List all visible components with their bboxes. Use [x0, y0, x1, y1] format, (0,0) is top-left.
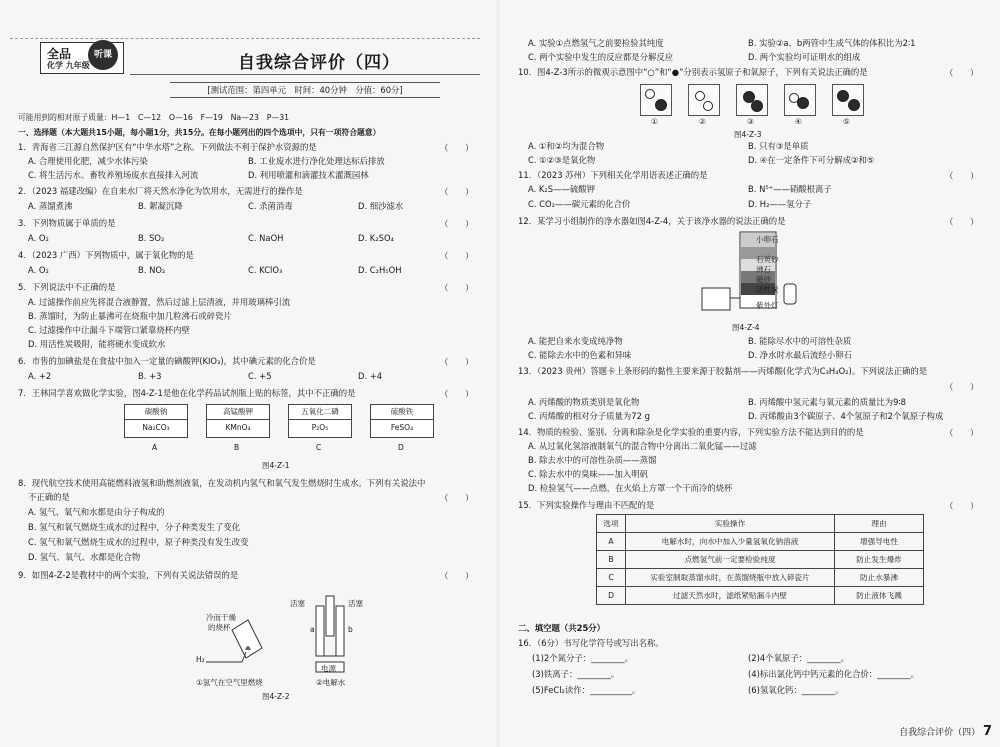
answer-blank[interactable]: （ ）	[440, 283, 474, 293]
option: B. 工业废水进行净化处理达标后排放	[248, 156, 385, 166]
option: D. C₂H₅OH	[358, 265, 402, 275]
table-cell: 点燃氢气前一定要检验纯度	[626, 551, 835, 569]
left-page	[0, 0, 496, 747]
molecule-index: ①	[651, 117, 658, 126]
molecule-index: ⑤	[843, 117, 850, 126]
option: B. 氢气和氧气燃烧生成水的过程中，分子种类发生了变化	[28, 522, 241, 532]
reagent-label-d	[370, 404, 434, 438]
title-rule	[130, 74, 480, 75]
label-letter: C	[316, 443, 322, 452]
table-cell: 实验室制取蒸馏水时，在蒸馏烧瓶中放入碎瓷片	[626, 569, 835, 587]
table-cell: 过滤天然水时，滤纸紧贴漏斗内壁	[626, 587, 835, 605]
reagent-label-c	[288, 404, 352, 438]
figure-caption: 图4-Z-2	[262, 692, 290, 701]
question-6: 6．市售的加碘盐是在食盐中加入一定量的碘酸钾(KIO₃)，其中碘元素的化合价是	[18, 356, 316, 366]
answer-blank[interactable]: （ ）	[440, 251, 474, 261]
fill-item[interactable]: (4)标出氯化钙中钙元素的化合价：________。	[748, 669, 919, 679]
option: D. 氢气、氧气、水都是化合物	[28, 552, 141, 562]
fill-item[interactable]: (1)2个氮分子：________。	[532, 653, 633, 663]
beaker-label: 的烧杯	[208, 623, 231, 632]
option: A. ①和②均为混合物	[528, 141, 605, 151]
fill-item[interactable]: (5)FeCl₂读作：__________。	[532, 685, 641, 695]
option: C. KClO₃	[248, 265, 283, 275]
h-atom	[695, 91, 705, 101]
question-15: 15．下列实验操作与理由不匹配的是	[518, 500, 655, 510]
o-atom	[655, 99, 667, 111]
header-cell: 实验操作	[626, 515, 835, 533]
stopcock-label: 活塞	[348, 599, 363, 608]
reagent-name: 五氧化二磷	[289, 405, 351, 420]
label-letter: A	[152, 443, 158, 452]
question-2: 2．（2023 福建改编）在自来水厂将天然水净化为饮用水，无需进行的操作是	[18, 186, 303, 196]
option: B. NO₂	[138, 265, 166, 275]
question-3: 3．下列物质属于单质的是	[18, 218, 116, 228]
option: B. 实验②a、b两管中生成气体的体积比为2∶1	[748, 38, 916, 48]
answer-blank[interactable]: （ ）	[945, 428, 979, 438]
reagent-label-a	[124, 404, 188, 438]
question-5: 5．下列说法中不正确的是	[18, 282, 116, 292]
question-4: 4．（2023 广西）下列物质中，属于氧化物的是	[18, 250, 194, 260]
water-purifier-figure	[700, 228, 810, 320]
page-number: 7	[982, 724, 992, 739]
fill-item[interactable]: (6)氢氧化钙：________。	[748, 685, 844, 695]
option: D. 净水时水最后流经小卵石	[748, 350, 852, 360]
molecule-box	[688, 84, 720, 116]
layer-label: 沸石	[756, 265, 771, 274]
footer-title: 自我综合评价（四）	[899, 728, 981, 738]
label-letter: D	[398, 443, 404, 452]
option: A. +2	[28, 371, 52, 381]
beaker-label: 冷而干燥	[206, 613, 236, 622]
option: B. 丙烯酸中氢元素与氧元素的质量比为9∶8	[748, 397, 906, 407]
option: C. +5	[248, 371, 272, 381]
option: C. 过滤操作中让漏斗下端管口紧靠烧杯内壁	[28, 325, 190, 335]
table-cell: 防止液体飞溅	[835, 587, 924, 605]
tube-a-label: a	[310, 625, 315, 634]
page-footer	[899, 724, 992, 739]
fill-item[interactable]: (3)铁离子：________。	[532, 669, 620, 679]
option: A. 过滤操作前应先将混合液静置，然后过滤上层清液，并用玻璃棒引流	[28, 297, 291, 307]
question-9: 9．如图4-Z-2是教材中的两个实验，下列有关说法错误的是	[18, 570, 239, 580]
table-row	[597, 587, 924, 605]
layer-label: 活性炭	[756, 285, 779, 294]
right-page	[500, 0, 1000, 747]
answer-blank[interactable]: （ ）	[440, 143, 474, 153]
option: C. 能除去水中的色素和异味	[528, 350, 632, 360]
molecule-box	[736, 84, 768, 116]
option: D. 检验氢气——点燃，在火焰上方罩一个干而冷的烧杯	[528, 483, 733, 493]
reagent-formula: KMnO₄	[225, 423, 251, 432]
option: D. ④在一定条件下可分解成②和⑤	[748, 155, 875, 165]
option: A. 从过氧化氢溶液制氧气的混合物中分离出二氧化锰——过滤	[528, 441, 757, 451]
label-letter: B	[234, 443, 240, 452]
option: A. O₂	[28, 233, 49, 243]
page-title: 自我综合评价（四）	[238, 53, 400, 73]
option: B. 能除尽水中的可溶性杂质	[748, 336, 852, 346]
table-row	[597, 569, 924, 587]
option: B. SO₂	[138, 233, 165, 243]
layer-label: 石英砂	[756, 255, 779, 264]
option: D. 两个实验均可证明水的组成	[748, 52, 861, 62]
figure-caption: 图4-Z-3	[734, 130, 762, 139]
molecule-index: ③	[747, 117, 754, 126]
reagent-name: 高锰酸钾	[207, 405, 269, 420]
layer-label: 磁砂	[756, 275, 771, 284]
divider	[10, 38, 480, 39]
table-row	[597, 551, 924, 569]
answer-blank[interactable]: （ ）	[440, 219, 474, 229]
option: B. N⁵⁺——硝酸根离子	[748, 184, 832, 194]
header-cell: 选项	[597, 515, 626, 533]
option: D. 丙烯酸由3个碳原子、4个氢原子和2个氧原子构成	[748, 411, 944, 421]
answer-blank[interactable]: （ ）	[440, 571, 474, 581]
table-cell: 防止发生爆炸	[835, 551, 924, 569]
test-scope: [测试范围：第四单元 时间：40分钟 分值：60分]	[170, 82, 440, 98]
option: D. H₂——氢分子	[748, 199, 812, 209]
answer-blank[interactable]: （ ）	[440, 389, 474, 399]
table-row	[597, 533, 924, 551]
o-atom	[848, 99, 860, 111]
option: C. NaOH	[248, 233, 284, 243]
h-atom	[645, 89, 655, 99]
reagent-name: 碳酸钠	[125, 405, 187, 420]
figure-subcaption: ①氢气在空气里燃烧	[196, 678, 263, 687]
molecule-index: ②	[699, 117, 706, 126]
reagent-name: 硫酸铁	[371, 405, 433, 420]
table-header	[597, 515, 924, 533]
fill-item[interactable]: (2)4个氧原子：________。	[748, 653, 849, 663]
option: A. K₂S——硫酸钾	[528, 184, 595, 194]
stopcock-label: 活塞	[290, 599, 305, 608]
option: B. 只有③是单质	[748, 141, 809, 151]
option: D. +4	[358, 371, 383, 381]
h2-label: H₂	[196, 655, 205, 664]
answer-blank[interactable]: （ ）	[945, 217, 979, 227]
option: C. ①②③是氧化物	[528, 155, 596, 165]
option: A. 丙烯酸的物质类别是氧化物	[528, 397, 640, 407]
option: C. 除去水中的臭味——加入明矾	[528, 469, 649, 479]
molecule-box	[832, 84, 864, 116]
answer-blank[interactable]: （ ）	[945, 68, 979, 78]
option: A. 实验①点燃氢气之前要检验其纯度	[528, 38, 664, 48]
answer-blank[interactable]: （ ）	[945, 171, 979, 181]
option: A. 氢气、氧气和水都是由分子构成的	[28, 507, 165, 517]
layer-label: 小卵石	[756, 235, 779, 244]
experiment-table	[596, 514, 924, 605]
reagent-formula: FeSO₄	[390, 423, 414, 432]
table-cell: 电解水时，向水中加入少量氢氧化钠溶液	[626, 533, 835, 551]
table-cell: D	[597, 587, 626, 605]
reagent-formula: P₂O₅	[311, 423, 329, 432]
table-cell: 增强导电性	[835, 533, 924, 551]
figure-subcaption: ②电解水	[316, 678, 346, 687]
power-label: 电源	[321, 664, 336, 673]
question-8: 8．现代航空技术使用高能燃料液氢和助燃剂液氧，在发动机内氢气和氧气发生燃烧时生成水。下列有关说法中	[18, 478, 426, 488]
figure-caption: 图4-Z-1	[262, 461, 290, 470]
question-1: 1．青海省三江源自然保护区有“中华水塔”之称。下列做法不利于保护水资源的是	[18, 142, 317, 152]
table-cell: A	[597, 533, 626, 551]
option: C. CO₂——碳元素的化合价	[528, 199, 631, 209]
o-atom	[797, 97, 809, 109]
layer-label: 紫外灯	[756, 301, 779, 310]
table-cell: 防止水暴沸	[835, 569, 924, 587]
option: C. 氢气和氧气燃烧生成水的过程中，原子种类没有发生改变	[28, 537, 249, 547]
option: B. 絮凝沉降	[138, 201, 183, 211]
seal-logo: 听课	[88, 40, 118, 70]
option: D. 用活性炭吸附，能将硬水变成软水	[28, 339, 166, 349]
o-atom	[751, 100, 763, 112]
atomic-mass: 可能用到的相对原子质量：H—1 C—12 O—16 F—19 Na—23 P—31	[18, 113, 290, 122]
table-cell: B	[597, 551, 626, 569]
answer-blank[interactable]: （ ）	[440, 493, 474, 503]
grade-label: 化学 九年级	[47, 61, 90, 70]
option: D. 利用喷灌和滴灌技术灌溉园林	[248, 170, 369, 180]
option: C. 丙烯酸的相对分子质量为72 g	[528, 411, 650, 421]
h-atom	[703, 101, 713, 111]
section-title: 一、选择题（本大题共15小题，每小题1分，共15分。在每小题列出的四个选项中，只有一项符合题意）	[18, 128, 381, 137]
option: A. 蒸馏煮沸	[28, 201, 73, 211]
option: C. 将生活污水、畜牧养殖场废水直接排入河流	[28, 170, 199, 180]
answer-blank[interactable]: （ ）	[945, 382, 979, 392]
question-11: 11．（2023 苏州）下列相关化学用语表述正确的是	[518, 170, 708, 180]
tube-b-label: b	[348, 625, 353, 634]
option: B. 除去水中的可溶性杂质——蒸馏	[528, 455, 657, 465]
question-14: 14．物质的检验、鉴别、分离和除杂是化学实验的重要内容，下列实验方法不能达到目的的是	[518, 427, 864, 437]
question-8-cont: 不正确的是	[28, 492, 70, 502]
molecule-box	[640, 84, 672, 116]
option: A. 合理使用化肥，减少水体污染	[28, 156, 148, 166]
table-cell: C	[597, 569, 626, 587]
molecule-index: ④	[795, 117, 802, 126]
answer-blank[interactable]: （ ）	[945, 501, 979, 511]
option: A. 能把自来水变成纯净物	[528, 336, 623, 346]
option: B. +3	[138, 371, 162, 381]
electrolysis-apparatus	[316, 596, 344, 672]
option: A. O₂	[28, 265, 49, 275]
o-atom	[837, 90, 849, 102]
option: B. 蒸馏时，为防止暴沸可在烧瓶中加几粒沸石或碎瓷片	[28, 311, 232, 321]
question-10: 10．图4-Z-3所示的微观示意图中“○”和“●”分别表示氢原子和氧原子，下列有关说法正确的是	[518, 67, 868, 77]
question-13: 13．（2023 贵州）答题卡上条形码的黏性主要来源于胶黏剂——丙烯酸(化学式为C₃H₄O₂)。下列说法正确的是	[518, 366, 928, 376]
question-7: 7．王林同学喜欢做化学实验，图4-Z-1是他在化学药品试剂瓶上贴的标签，其中不正确的是	[18, 388, 356, 398]
answer-blank[interactable]: （ ）	[440, 357, 474, 367]
figure-caption: 图4-Z-4	[732, 323, 760, 332]
header-cell: 理由	[835, 515, 924, 533]
option: D. K₂SO₄	[358, 233, 394, 243]
brand-name: 全品	[47, 47, 72, 61]
reagent-label-b	[206, 404, 270, 438]
question-12: 12．某学习小组制作的净水器如图4-Z-4，关于该净水器的说法正确的是	[518, 216, 786, 226]
reagent-formula: Na₂CO₃	[142, 423, 170, 432]
question-16: 16．（6分）书写化学符号或写出名称。	[518, 638, 664, 648]
option: C. 杀菌消毒	[248, 201, 293, 211]
molecule-box	[784, 84, 816, 116]
option: C. 两个实验中发生的反应都是分解反应	[528, 52, 674, 62]
answer-blank[interactable]: （ ）	[440, 187, 474, 197]
option: D. 细沙滤水	[358, 201, 404, 211]
section-title: 二、填空题（共25分）	[518, 623, 606, 633]
